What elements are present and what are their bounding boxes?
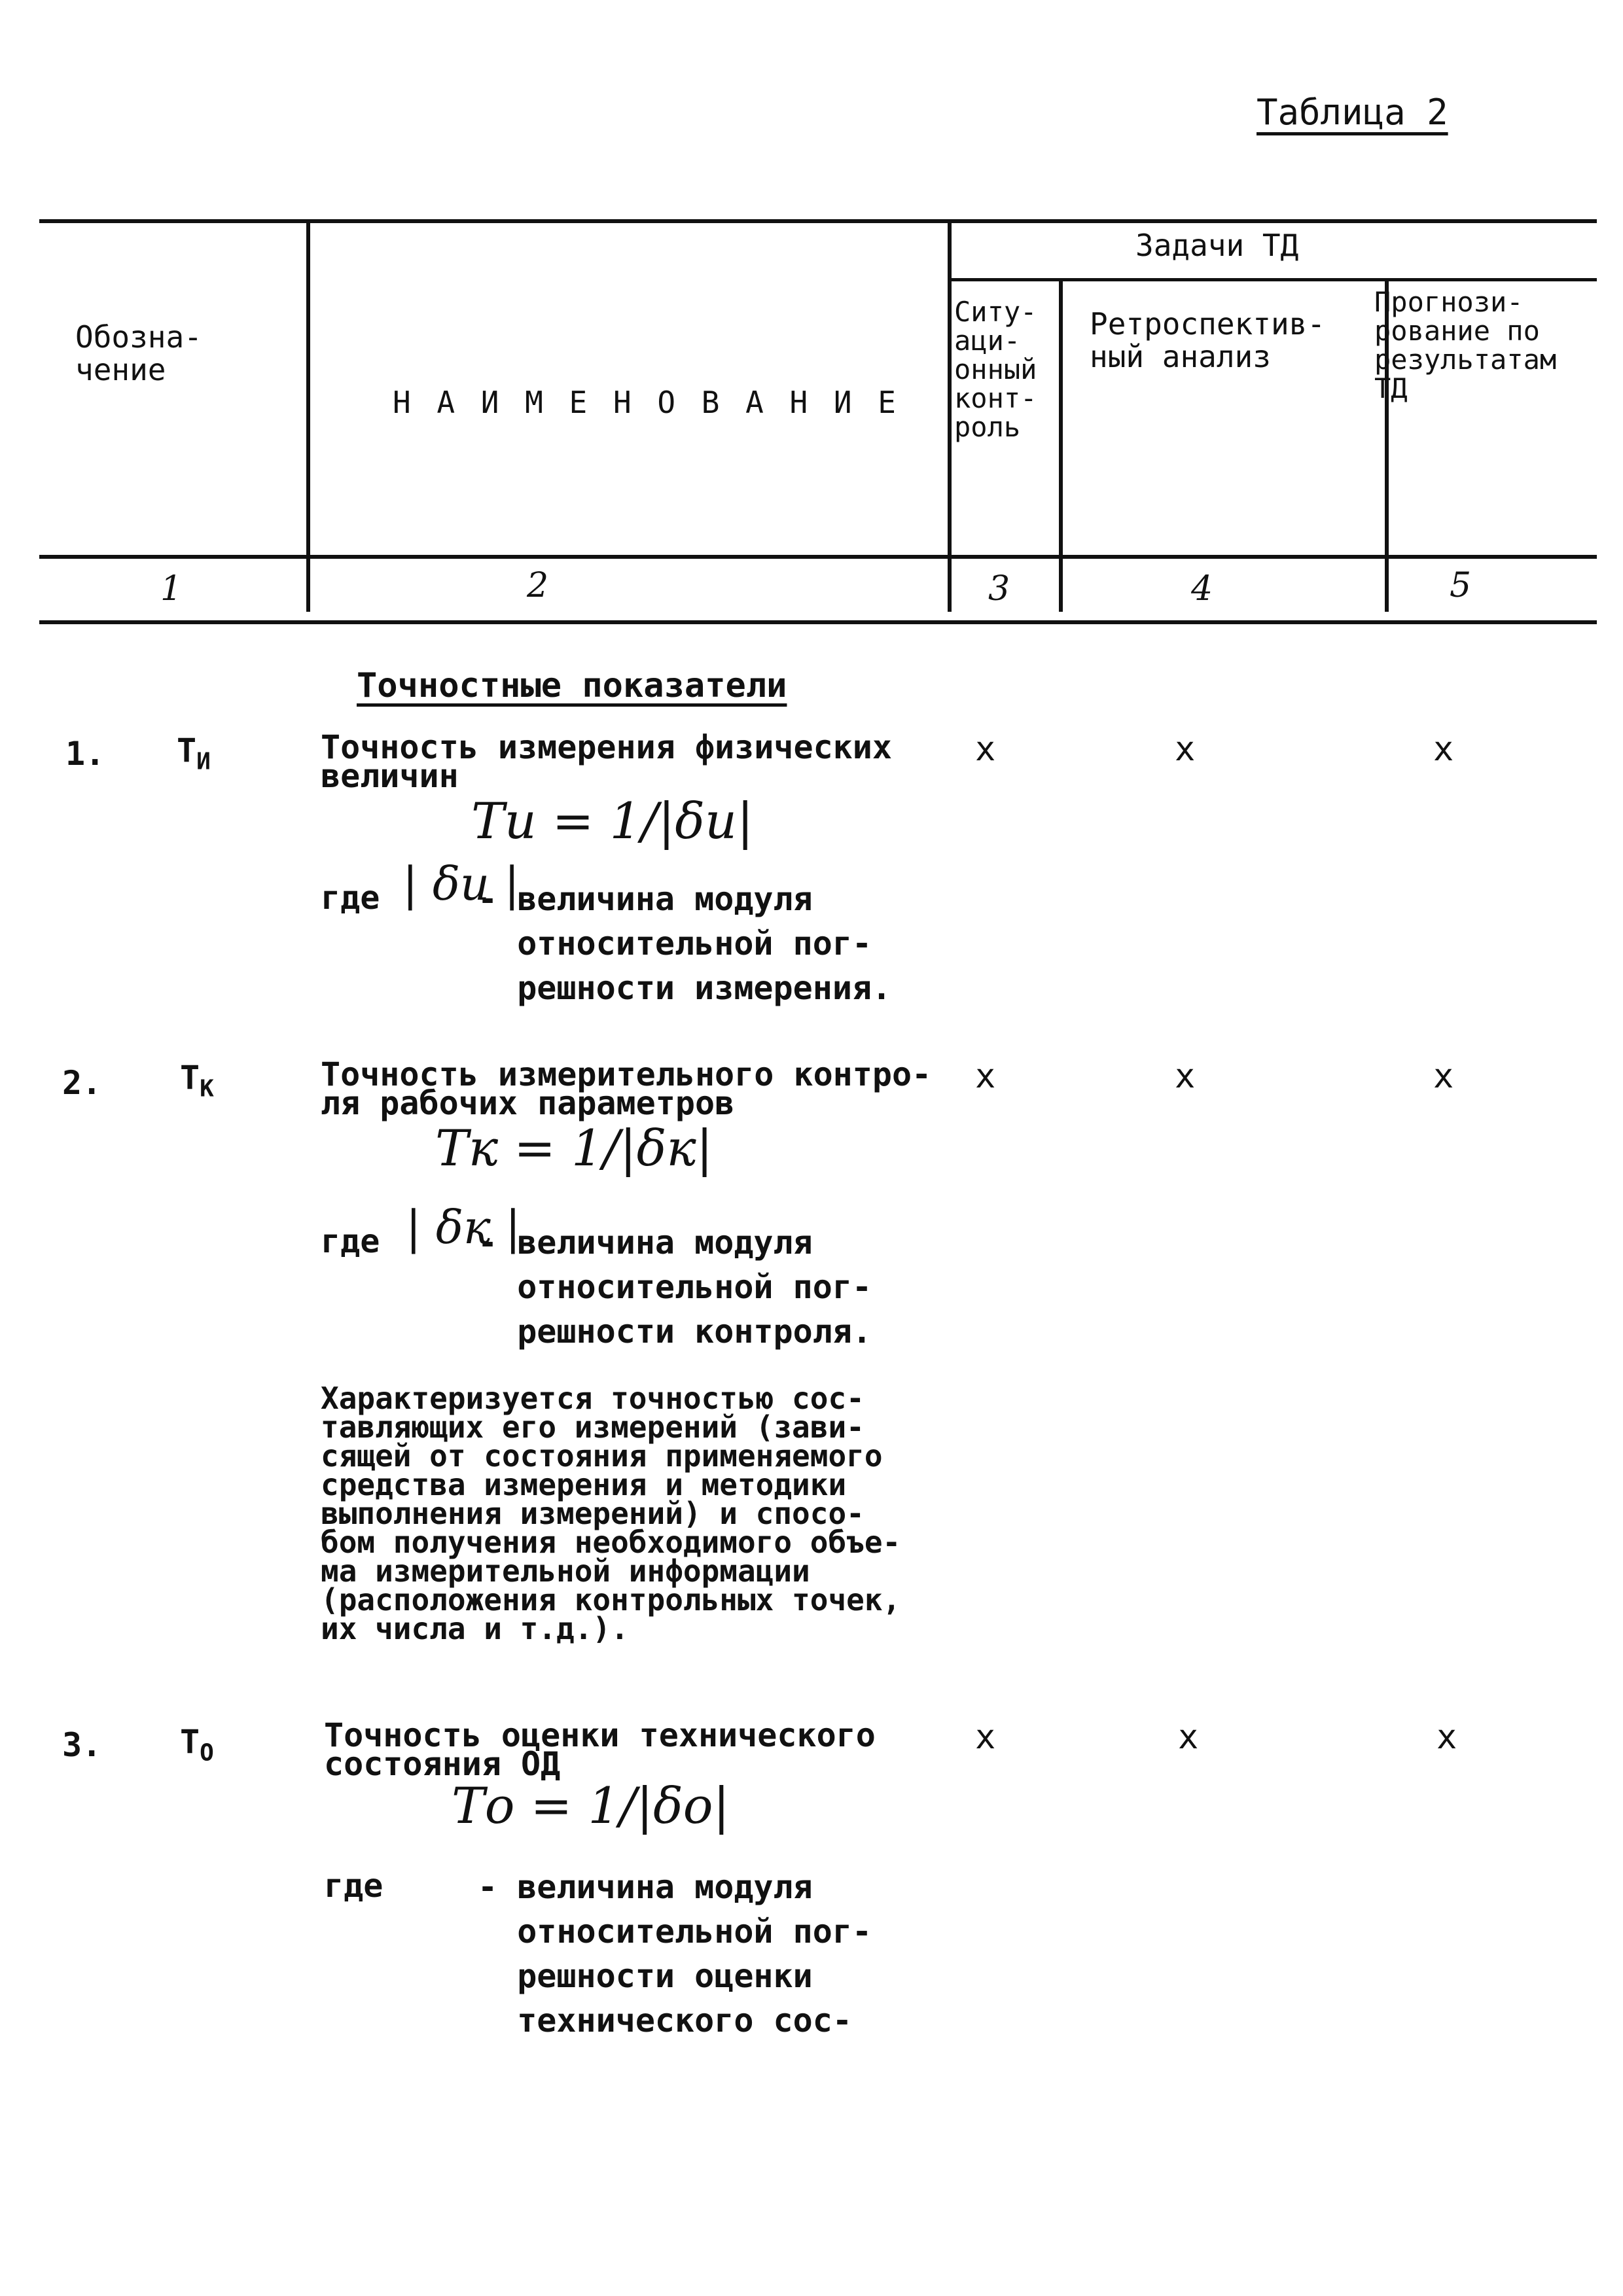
row-1-mark-situational: x — [975, 730, 996, 769]
header-bottom-rule — [39, 555, 1597, 559]
row-1-where-symbol: | δи | — [402, 857, 520, 911]
row-3-mark-retrospective: x — [1178, 1718, 1199, 1757]
col-number-4: 4 — [1191, 569, 1213, 609]
row-2-where: где — [321, 1222, 380, 1260]
row-2-number: 2. — [62, 1064, 102, 1102]
row-3-symbol: $Т_О$ — [180, 1723, 214, 1767]
row-3-definition: - величина модуля относительной пог- решности оценки технического сос- — [478, 1868, 872, 2040]
row-2-where-symbol: | δк | — [406, 1201, 521, 1254]
row-3-name: Точность оценки технического состояния ОД — [324, 1716, 876, 1783]
row-2-definition: - величина модуля относительной пог- решности контроля. — [478, 1224, 872, 1351]
header-situational-control: Ситу- аци- онный конт- роль — [954, 296, 1037, 443]
row-2-symbol: $Т_К$ — [180, 1059, 214, 1103]
row-1-mark-retrospective: x — [1175, 730, 1196, 769]
row-3-number: 3. — [62, 1726, 102, 1764]
col-number-5: 5 — [1450, 566, 1472, 605]
row-2-name: Точность измерительного контро- ля рабочих параметров — [321, 1055, 932, 1122]
row-3-mark-situational: x — [975, 1718, 996, 1757]
row-2-mark-situational: x — [975, 1057, 996, 1096]
row-3-where: где — [324, 1867, 383, 1905]
row-1-formula: Tи = 1/|δи| — [471, 792, 754, 850]
row-2-note: Характеризуется точностью сос- тавляющих его измерений (зави- сящей от состояния применяемого средства измерения и методики выполнения измерений) и спосо- бом получения необходимого объе- ма измерительной информации (расположения контрольных точек, их числа и т.д.). — [321, 1381, 901, 1646]
table-title: Таблица 2 — [1257, 92, 1448, 133]
header-forecasting: Прогнози- рование по результатам ТД — [1374, 286, 1557, 404]
numbers-bottom-rule — [39, 620, 1597, 624]
col-divider-3 — [1059, 281, 1063, 612]
row-3-mark-forecasting: x — [1436, 1718, 1457, 1757]
row-3-formula: Tо = 1/|δо| — [452, 1776, 730, 1835]
header-group-tasks: Задачи ТД — [1135, 228, 1299, 263]
row-2-formula: Tк = 1/|δк| — [435, 1119, 713, 1177]
row-1-mark-forecasting: x — [1433, 730, 1454, 769]
row-2-mark-retrospective: x — [1175, 1057, 1196, 1096]
section-title: Точностные показатели — [357, 666, 787, 705]
col-number-3: 3 — [988, 569, 1010, 609]
row-1-symbol: $Т_И$ — [177, 732, 211, 775]
col-divider-2 — [948, 219, 952, 612]
row-1-number: 1. — [65, 735, 105, 773]
row-1-definition: - величина модуля относительной пог- решности измерения. — [478, 880, 892, 1007]
header-retrospective-analysis: Ретроспектив- ный анализ — [1090, 306, 1326, 374]
row-1-name: Точность измерения физических величин — [321, 728, 892, 795]
col-divider-1 — [306, 219, 310, 612]
header-top-rule — [39, 219, 1597, 223]
row-1-where: где — [321, 879, 380, 917]
row-2-mark-forecasting: x — [1433, 1057, 1454, 1096]
header-designation: Обозна- чение — [75, 319, 202, 387]
header-name: Н А И М Е Н О В А Н И Е — [393, 385, 900, 420]
col-number-2: 2 — [527, 566, 549, 605]
col-number-1: 1 — [160, 569, 183, 609]
header-group-rule — [949, 278, 1597, 281]
